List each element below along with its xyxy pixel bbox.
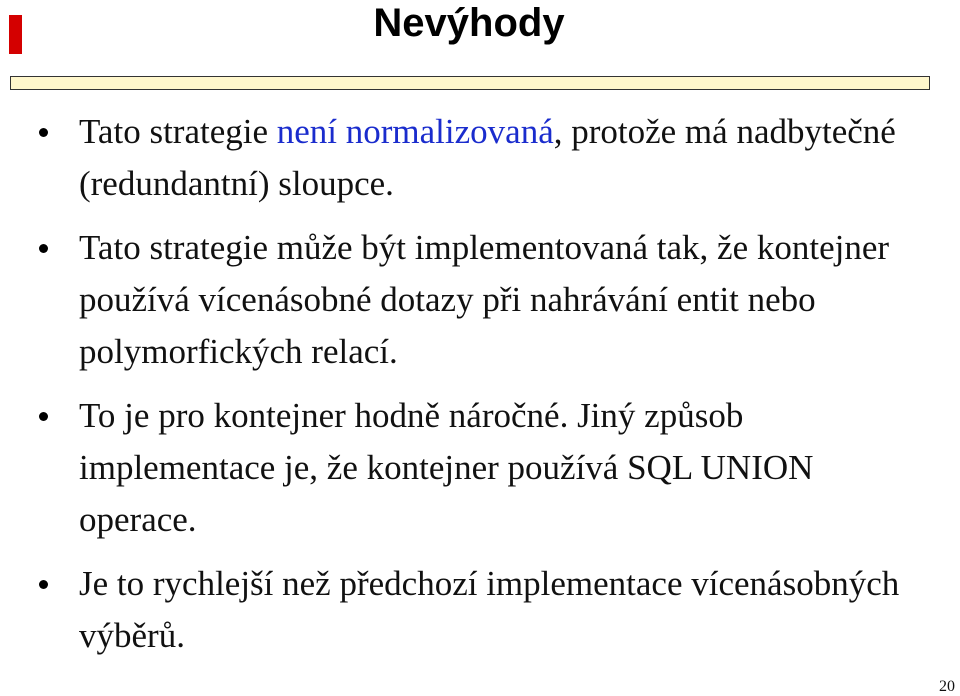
page-number: 20 [939, 678, 955, 695]
title-divider [10, 76, 930, 90]
bullet-item-3 [0, 390, 900, 546]
bullet-item-4 [0, 558, 900, 662]
bullet-item-2 [0, 222, 900, 378]
bullet-2-text: Tato strategie může být implementovaná tak, že kontejner používá vícenásobné dotazy při nahrávání entit nebo polymorfických relací. [79, 228, 890, 371]
bullet-1-highlight: není normalizovaná [276, 112, 554, 151]
bullet-dot-icon [39, 412, 48, 421]
bullet-list [0, 106, 900, 674]
slide-title: Nevýhody [373, 1, 565, 45]
bullet-dot-icon [39, 244, 48, 253]
bullet-3-text: To je pro kontejner hodně náročné. Jiný způsob implementace je, že kontejner používá SQL UNION operace. [79, 396, 814, 539]
bullet-item-1 [0, 106, 900, 210]
bullet-1-text-end: , protože má nadbytečné (redundantní) sloupce. [79, 112, 896, 203]
bullet-dot-icon [39, 128, 48, 137]
bullet-dot-icon [39, 580, 48, 589]
bullet-4-text: Je to rychlejší než předchozí implementace vícenásobných výběrů. [79, 564, 900, 655]
bullet-1-text-start: Tato strategie [79, 112, 277, 151]
